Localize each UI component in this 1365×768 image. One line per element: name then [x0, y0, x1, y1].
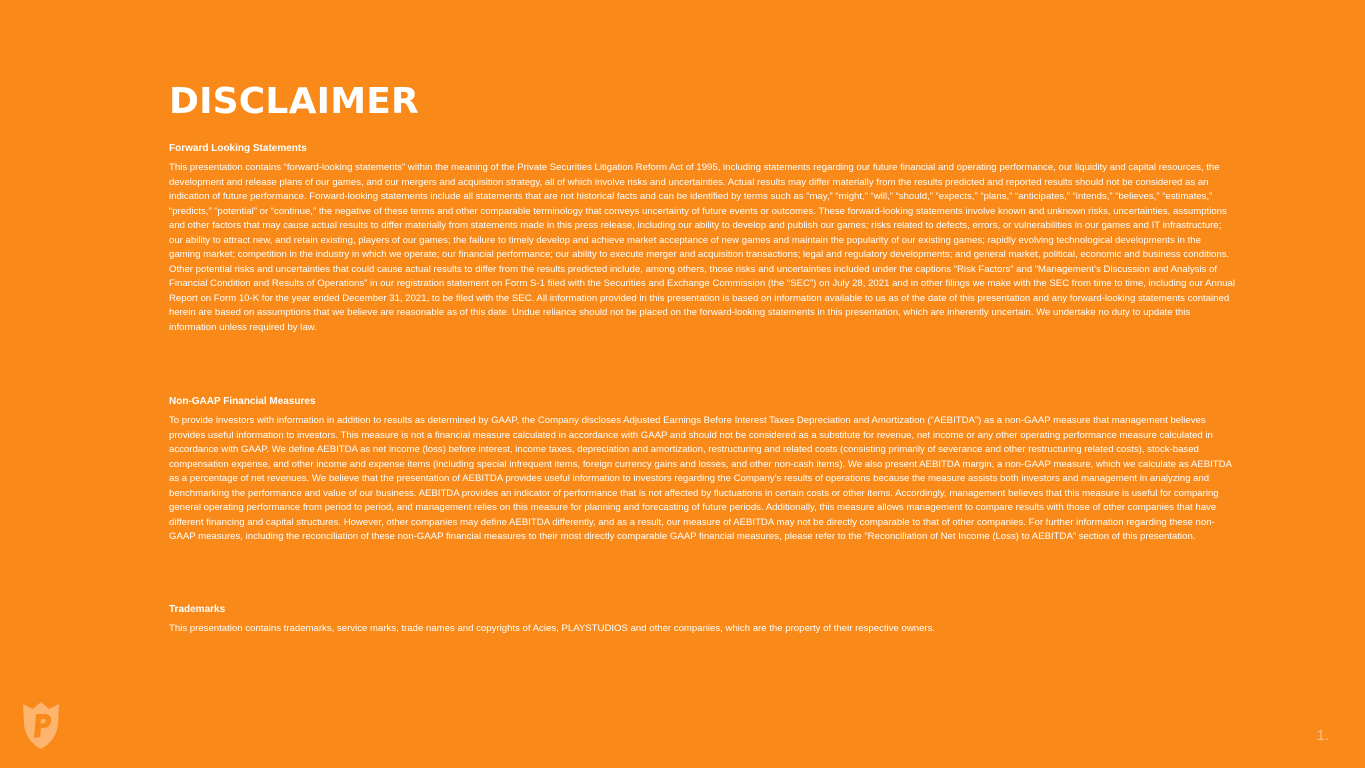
page-title: DISCLAIMER — [169, 81, 419, 122]
section-body: This presentation contains “forward-looking statements” within the meaning of the Private Securities Litigation Reform Act of 1995, including statements regarding our future financial and operating performance, our liquidity and capital resources, the development and release plans of our games, and our mergers and acquisition strategy, all of which involve risks and uncertainties. Actual results may differ materially from the results predicted and reported results should not be considered as an indication of future performance. Forward-looking statements include all statements that are not historical facts and can be identified by terms such as “may,” “might,” “will,” “should,” “expects,” “plans,” “anticipates,” “intends,” “believes,” “estimates,” “predicts,” “potential” or “continue,” the negative of these terms and other comparable terminology that conveys uncertainty of future events or outcomes. These forward-looking statements involve known and unknown risks, uncertainties, assumptions and other factors that may cause actual results to differ materially from statements made in this press release, including our ability to develop and publish our games; risks related to defects, errors, or vulnerabilities in our games and IT infrastructure; our ability to attract new, and retain existing, players of our games; the failure to timely develop and achieve market acceptance of new games and maintain the popularity of our existing games; rapidly evolving technological developments in the gaming market; competition in the industry in which we operate; our financial performance; our ability to execute merger and acquisition transactions; legal and regulatory developments; and general market, political, economic and business conditions. Other potential risks and uncertainties that could cause actual results to differ from the results predicted include, among others, those risks and uncertainties included under the captions “Risk Factors” and “Management’s Discussion and Analysis of Financial Condition and Results of Operations” in our registration statement on Form S-1 filed with the Securities and Exchange Commission (the “SEC”) on July 28, 2021 and in other filings we make with the SEC from time to time, including our Annual Report on Form 10-K for the year ended December 31, 2021, to be filed with the SEC. All information provided in this presentation is based on information available to us as of the date of this presentation and any forward-looking statements contained herein are based on assumptions that we believe are reasonable as of this date. Undue reliance should not be placed on the forward-looking statements in this presentation, which are inherently uncertain. We undertake no duty to update this information unless required by law. — [169, 162, 1235, 333]
forward-looking-statements-section — [169, 142, 1235, 335]
non-gaap-financial-measures-section — [169, 395, 1235, 545]
playstudios-shield-logo-icon — [20, 700, 62, 750]
section-body: To provide investors with information in addition to results as determined by GAAP, the Company discloses Adjusted Earnings Before Interest Taxes Depreciation and Amortization (“AEBITDA”) as a non-GAAP measure that management believes provides useful information to investors. This measure is not a financial measure calculated in accordance with GAAP and should not be considered as a substitute for revenue, net income or any other operating performance measure calculated in accordance with GAAP. We define AEBITDA as net income (loss) before interest, income taxes, depreciation and amortization, restructuring and related costs (consisting primarily of severance and other restructuring related costs), stock-based compensation expense, and other income and expense items (including special infrequent items, foreign currency gains and losses, and other non-cash items). We also present AEBITDA margin, a non-GAAP measure, which we calculate as AEBITDA as a percentage of net revenues. We believe that the presentation of AEBITDA provides useful information to investors regarding the Company’s results of operations because the measure assists both investors and management in analyzing and benchmarking the performance and value of our business. AEBITDA provides an indicator of performance that is not affected by fluctuations in certain costs or other items. Accordingly, management believes that this measure is useful for comparing general operating performance from period to period, and management relies on this measure for planning and forecasting of future periods. Additionally, this measure allows management to compare results with those of other companies that have different financing and capital structures. However, other companies may define AEBITDA differently, and as a result, our measure of AEBITDA may not be directly comparable to that of other companies. For further information regarding these non-GAAP measures, including the reconciliation of these non-GAAP financial measures to their most directly comparable GAAP financial measures, please refer to the “Reconciliation of Net Income (Loss) to AEBITDA” section of this presentation. — [169, 415, 1232, 542]
trademarks-section — [169, 603, 1235, 637]
section-body: This presentation contains trademarks, service marks, trade names and copyrights of Acies, PLAYSTUDIOS and other companies, which are the property of their respective owners. — [169, 623, 936, 634]
section-heading: Trademarks — [169, 604, 226, 615]
section-heading: Non-GAAP Financial Measures — [169, 396, 316, 407]
page-number: 1. — [1316, 727, 1329, 744]
section-heading: Forward Looking Statements — [169, 143, 307, 154]
